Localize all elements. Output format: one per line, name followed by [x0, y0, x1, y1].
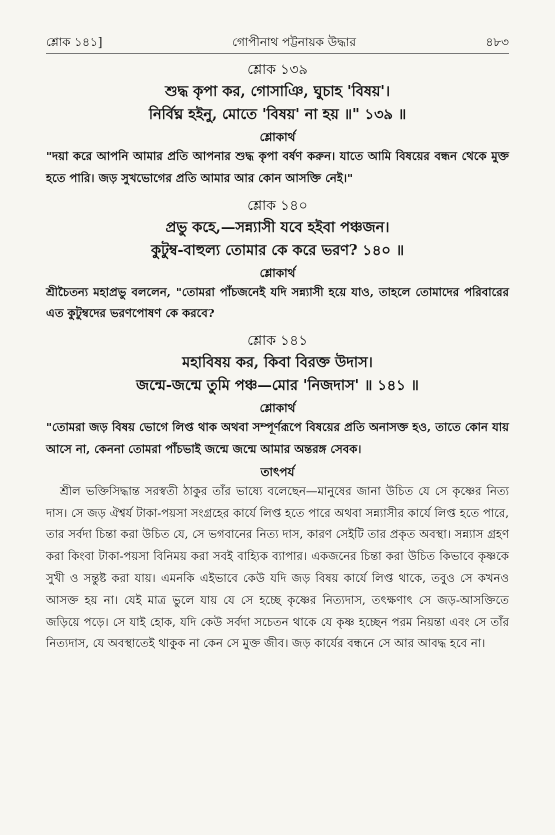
translation-label: শ্লোকার্থ	[259, 130, 296, 144]
translation-text: "দয়া করে আপনি আমার প্রতি আপনার শুদ্ধ কৃপা বর্ষণ করুন। যাতে আমি বিষয়ের বন্ধন থেকে মুক্ত হতে পারি। জড় সুখভোগের প্রতি আমার আর কোন আসক্তি নেই।"	[46, 149, 509, 185]
purport-text: শ্রীল ভক্তিসিদ্ধান্ত সরস্বতী ঠাকুর তাঁর ভাষ্যে বলেছেন—মানুষের জানা উচিত যে সে কৃষ্ণের নিত্য দাস। সে জড় ঐশ্বর্য টাকা-পয়সা সংগ্রহের কার্যে লিপ্ত হতে পারে অথবা সন্ন্যাসীর কার্যে লিপ্ত হতে পারে, তার সর্বদা চিন্তা করা উচিত যে, সে ভগবানের নিত্য দাস, কারণ সেইটি তার প্রকৃত অবস্থা। সন্ন্যাস গ্রহণ করা কিংবা টাকা-পয়সা বিনিময় করা সবই বাহ্যিক ব্যাপার। একজনের চিন্তা করা উচিত কিভাবে কৃষ্ণকে সুখী ও সন্তুষ্ট করা যায়। এমনকি এইভাবে কেউ যদি জড় বিষয় কার্যে লিপ্ত থাকে, তবুও সে কখনও আসক্ত হয় না। যেই মাত্র ভুলে যায় যে সে হচ্ছে কৃষ্ণের নিত্যদাস, তৎক্ষণাৎ সে জড়-আসক্তিতে জড়িয়ে পড়ে। সে যাই হোক, যদি কেউ সর্বদা সচেতন থাকে যে কৃষ্ণ হচ্ছেন পরম নিয়ন্তা এবং সে তাঁর নিত্যদাস, যে অবস্থাতেই থাকুক না কেন সে মুক্ত জীব। জড় কার্যের বন্ধনে সে আর আবদ্ধ হবে না।	[46, 483, 509, 651]
purport-label: তাৎপর্য	[260, 464, 295, 479]
running-head	[46, 34, 509, 54]
translation-label: শ্লোকার্থ	[259, 265, 296, 280]
verse-140	[46, 196, 509, 326]
page-number: ৪৮৩	[485, 35, 509, 49]
verse-139	[46, 60, 509, 190]
running-head-verse-ref: শ্লোক ১৪১]	[46, 35, 103, 49]
verse-heading: শ্লোক ১৪১	[247, 333, 308, 350]
translation-text: শ্রীচৈতন্য মহাপ্রভু বললেন, "তোমরা পাঁচজনেই যদি সন্ন্যাসী হয়ে যাও, তাহলে তোমাদের পরিবারের এত কুটুম্বদের ভরণপোষণ কে করবে?	[46, 284, 509, 321]
verse-line-2: কুটুম্ব-বাহুল্য তোমার কে করে ভরণ? ১৪০ ॥	[150, 241, 405, 259]
verse-141	[46, 331, 509, 655]
running-head-chapter-title: গোপীনাথ পট্টনায়ক উদ্ধার	[232, 35, 356, 49]
verse-line-1: মহাবিষয় কর, কিবা বিরক্ত উদাস।	[182, 354, 373, 372]
verse-line-1: শুদ্ধ কৃপা কর, গোসাঞি, ঘুচাহ 'বিষয়'।	[164, 83, 391, 100]
verse-line-1: প্রভু কহে,—সন্ন্যাসী যবে হইবা পঞ্চজন।	[165, 218, 390, 236]
translation-label: শ্লোকার্থ	[259, 401, 296, 416]
translation-text: "তোমরা জড় বিষয় ভোগে লিপ্ত থাক অথবা সম্পূর্ণরূপে বিষয়ের প্রতি অনাসক্ত হও, তাতে কোন যায় আসে না, কেননা তোমরা পাঁচভাই জন্মে জন্মে আমার অন্তরঙ্গ সেবক।	[46, 420, 509, 456]
verse-line-2: নির্বিঘ্ন হইনু, মোতে 'বিষয়' না হয় ॥" ১৩৯ ॥	[148, 106, 407, 123]
verse-heading: শ্লোক ১৩৯	[247, 62, 308, 78]
verse-line-2: জন্মে-জন্মে তুমি পঞ্চ—মোর 'নিজদাস' ॥ ১৪১ ॥	[136, 377, 419, 395]
verse-heading: শ্লোক ১৪০	[247, 197, 308, 214]
